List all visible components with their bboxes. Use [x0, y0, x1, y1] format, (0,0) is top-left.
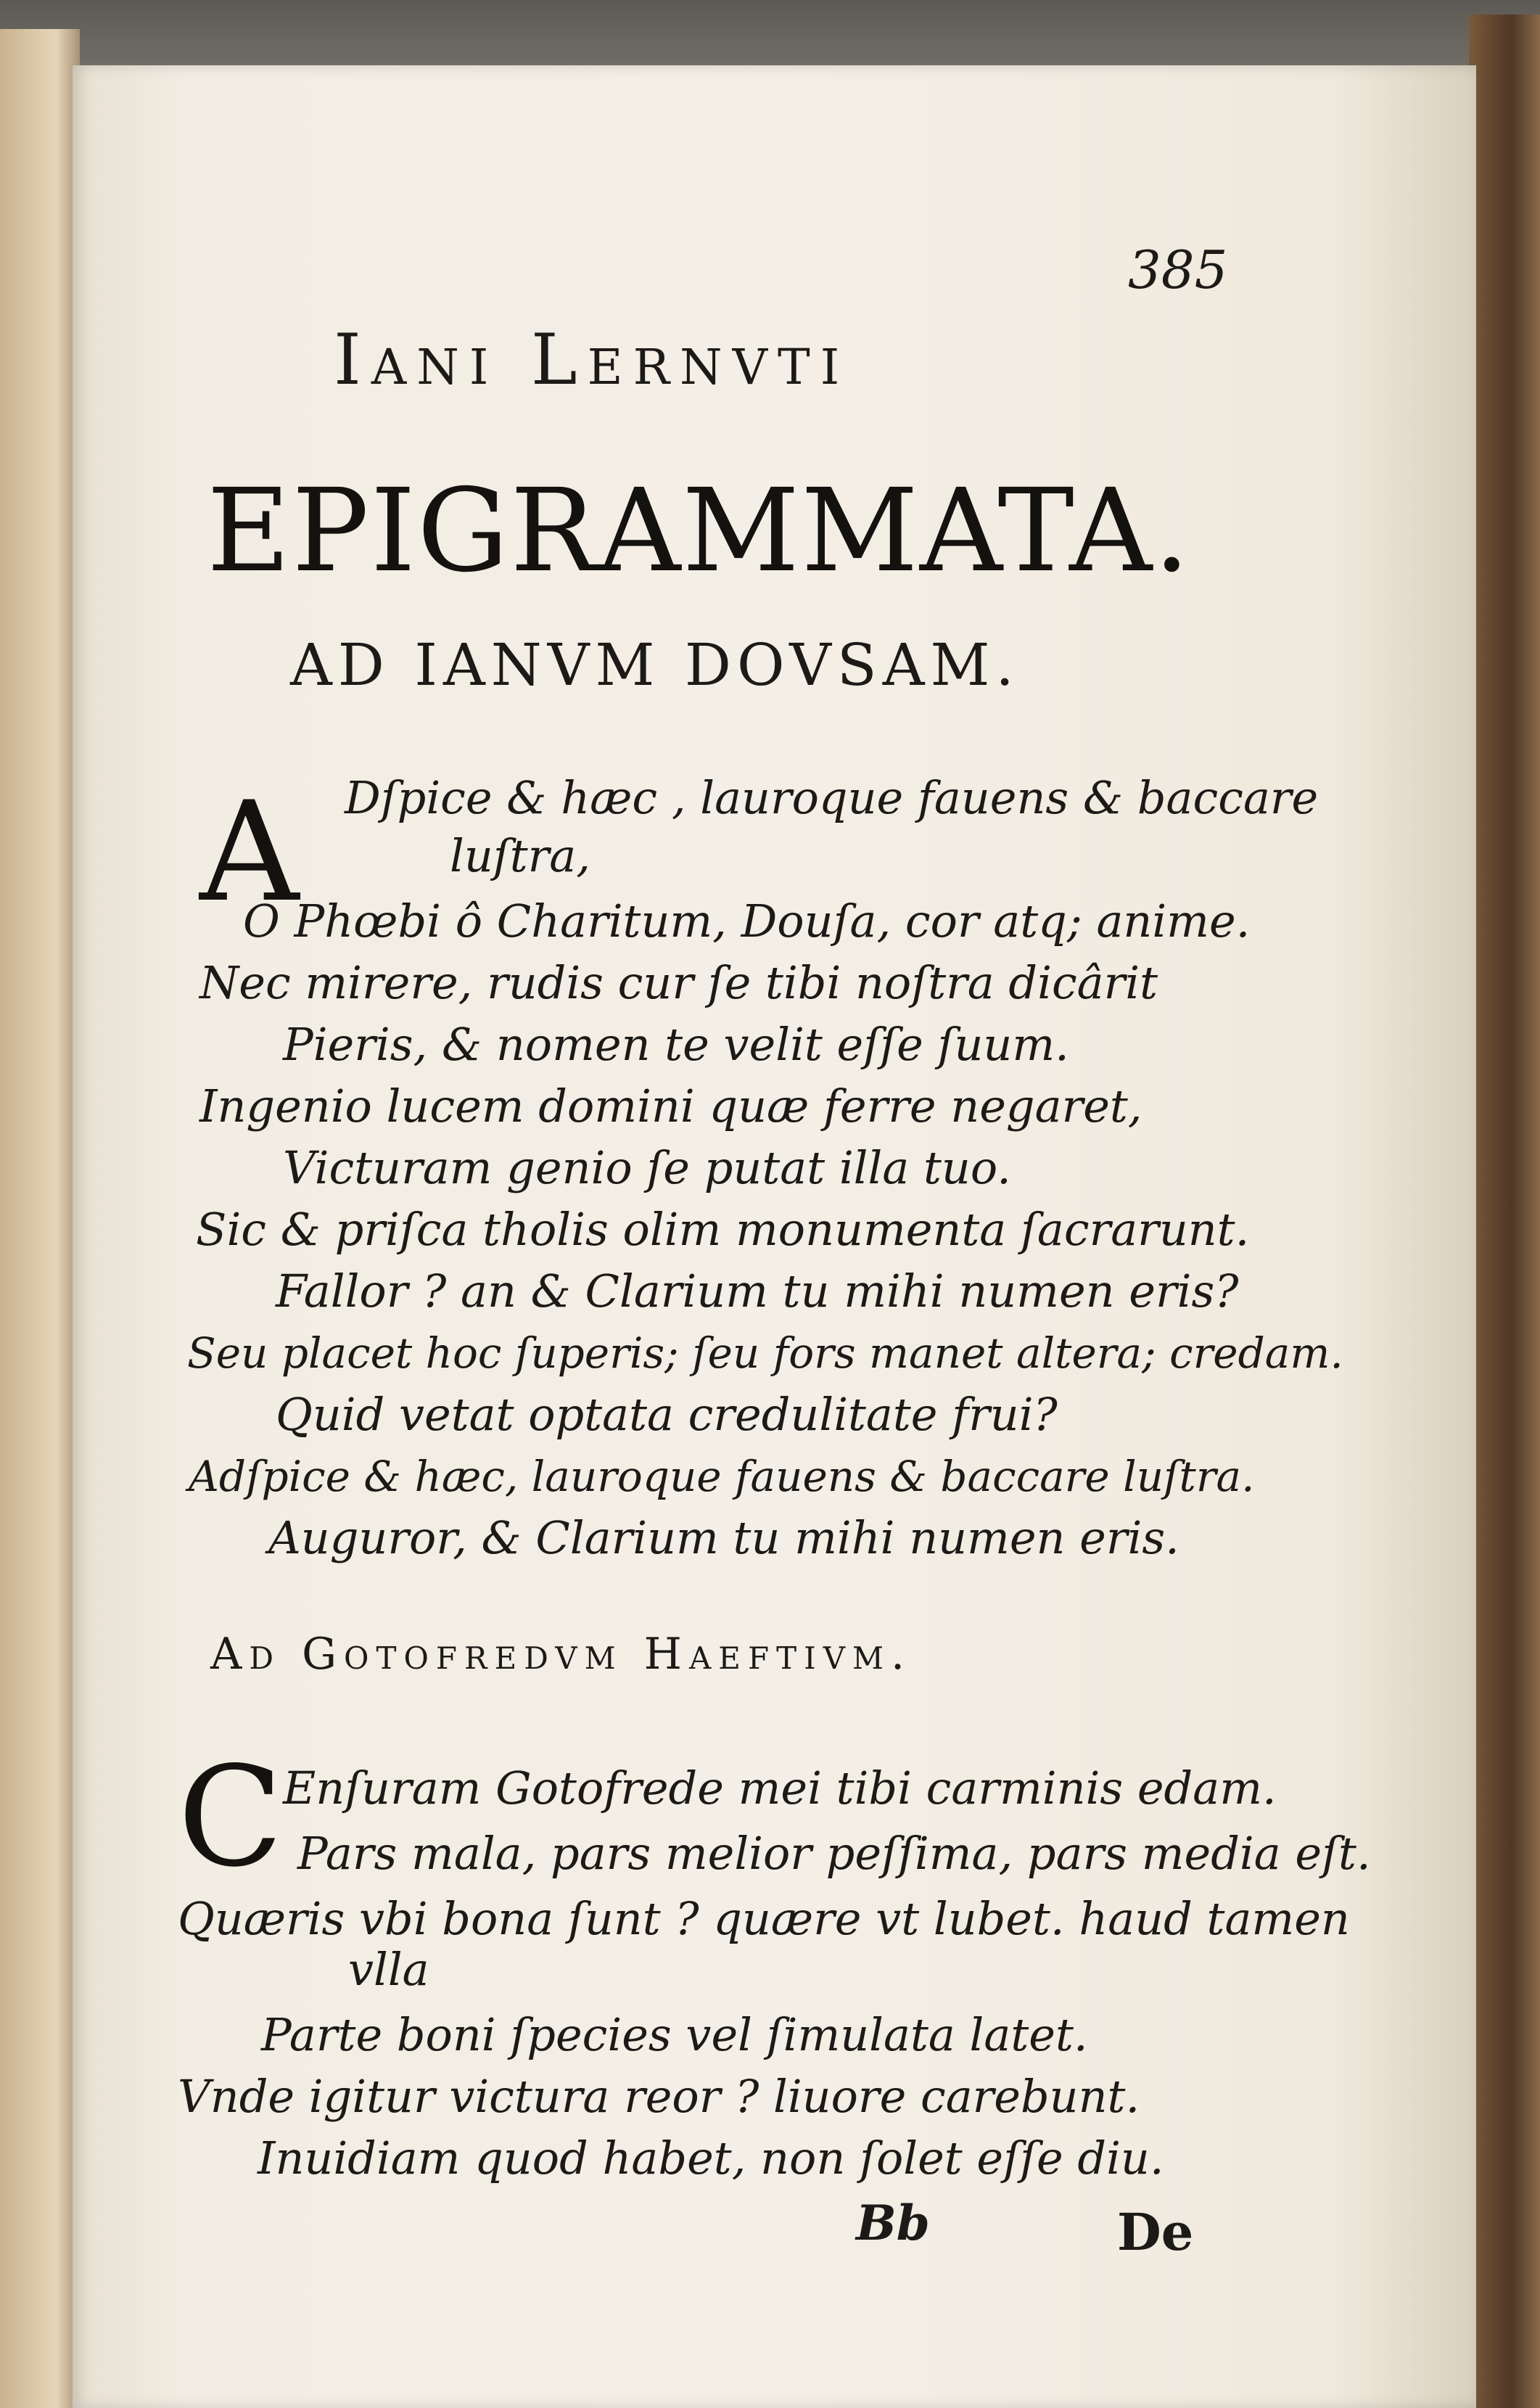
poem2-line: Quæris vbi bona ſunt ? quære vt lubet. haud tamen	[178, 1892, 1350, 1945]
poem1-line: Quid vetat optata credulitate frui?	[276, 1388, 1058, 1441]
poem2-drop-cap: C	[178, 1737, 284, 1897]
poem1-line: Adſpice & hæc, lauroque fauens & baccare luſtra.	[189, 1452, 1255, 1501]
left-page-edge	[0, 29, 80, 2408]
running-title: Iani Lernvti	[334, 319, 850, 400]
poem1-line: Ingenio lucem domini quæ ferre negaret,	[199, 1080, 1142, 1133]
poem2-line: Inuidiam quod habet, non ſolet eſſe diu.	[258, 2132, 1164, 2185]
poem2-line: Enſuram Gotofrede mei tibi carminis edam.	[283, 1762, 1277, 1815]
main-title: EPIGRAMMATA.	[207, 464, 1192, 598]
poem1-line: Auguror, & Clarium tu mihi numen eris.	[268, 1511, 1179, 1564]
poem1-drop-cap: A	[199, 772, 300, 932]
poem1-line: Nec mirere, rudis cur ſe tibi noſtra dicârit	[199, 956, 1158, 1009]
page-number: 385	[1128, 239, 1228, 300]
poem1-line: Sic & priſca tholis olim monumenta ſacrarunt.	[196, 1203, 1250, 1256]
poem1-line: Fallor ? an & Clarium tu mihi numen eris?	[276, 1265, 1239, 1318]
poem2-line: Vnde igitur victura reor ? liuore carebunt.	[178, 2070, 1140, 2123]
poem1-line: Pieris, & nomen te velit eſſe ſuum.	[283, 1018, 1069, 1071]
poem1-line: luſtra,	[450, 829, 590, 882]
poem1-line: Dſpice & hæc , lauroque fauens & baccare	[345, 771, 1319, 824]
poem2-line: vlla	[348, 1943, 429, 1996]
poem1-line: O Phœbi ô Charitum, Douſa, cor atq; anime.	[243, 895, 1251, 948]
poem1-line: Victuram genio ſe putat illa tuo.	[283, 1141, 1011, 1194]
signature-mark: Bb	[856, 2195, 930, 2251]
poem1-line: Seu placet hoc ſuperis; ſeu fors manet altera; credam.	[187, 1328, 1343, 1378]
poem2-line: Parte boni ſpecies vel ſimulata latet.	[261, 2008, 1088, 2061]
book-cover-edge	[1469, 15, 1540, 2408]
poem2-line: Pars mala, pars melior peſſima, pars media eſt.	[297, 1827, 1371, 1880]
catchword: De	[1117, 2202, 1194, 2262]
poem2-heading: Ad Gotofredvm Haeftivm.	[210, 1629, 913, 1680]
poem1-heading: AD IANVM DOVSAM.	[290, 631, 1020, 699]
